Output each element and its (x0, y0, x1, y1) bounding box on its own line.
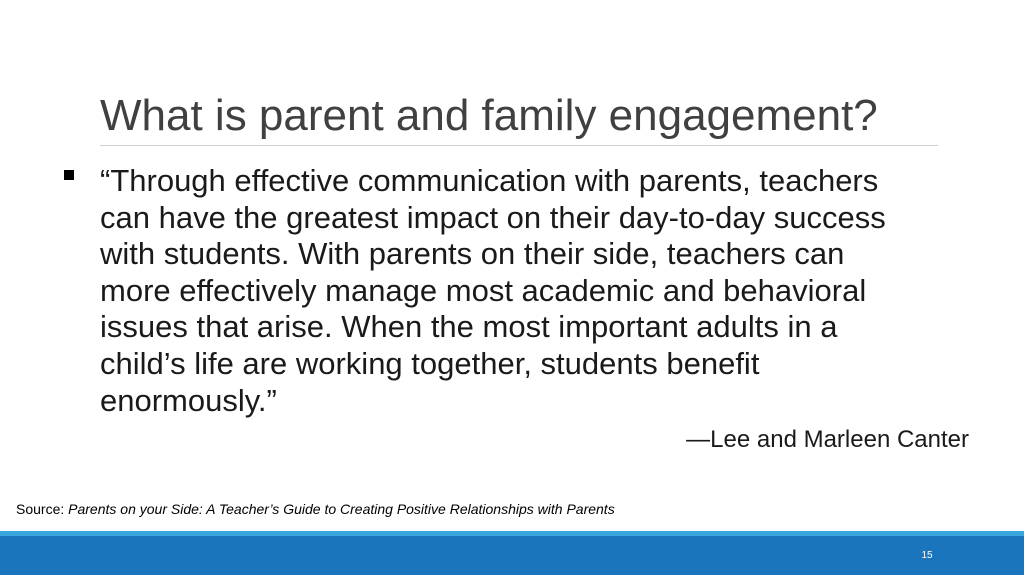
quote-line: more effectively manage most academic and behavioral (100, 272, 867, 308)
quote-attribution: —Lee and Marleen Canter (686, 426, 969, 453)
slide-title: What is parent and family engagement? (100, 91, 878, 140)
source-label: Source: (16, 501, 69, 517)
source-citation (16, 500, 615, 518)
square-bullet-icon (64, 170, 74, 180)
source-title: Parents on your Side: A Teacher’s Guide to Creating Positive Relationships with Parents (68, 501, 615, 517)
quote-line: can have the greatest impact on their day-to-day success (100, 199, 886, 235)
quote-line: with students. With parents on their side, teachers can (100, 236, 845, 272)
title-divider (100, 145, 938, 146)
quote-line: child’s life are working together, students benefit (100, 345, 760, 381)
quote-line: issues that arise. When the most important adults in a (100, 309, 838, 345)
quote-line: enormously.” (100, 382, 277, 418)
quote-line: “Through effective communication with parents, teachers (100, 163, 879, 198)
footer-bar (0, 536, 1024, 575)
quote-text (100, 163, 990, 419)
page-number: 15 (921, 550, 933, 561)
